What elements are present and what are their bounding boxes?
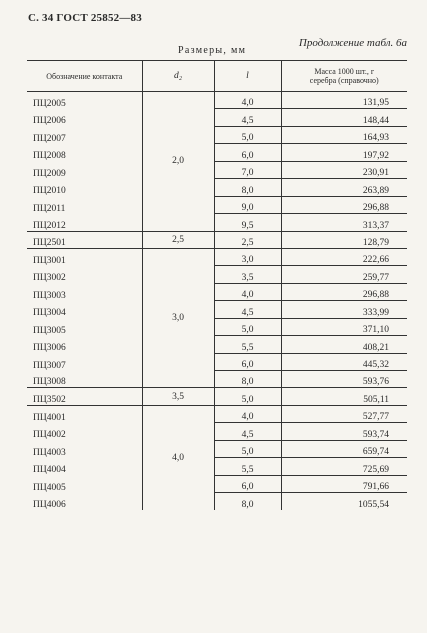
length-value: 6,0: [214, 353, 281, 370]
contact-designation: ПЦ3007: [27, 353, 142, 370]
mass-value: 148,44: [281, 109, 407, 126]
table-header-row: [27, 61, 407, 92]
length-value: 5,0: [214, 126, 281, 143]
page-number: С. 34: [28, 12, 54, 24]
dimensions-label: Размеры, мм: [178, 45, 247, 56]
contact-designation: ПЦ2006: [27, 109, 142, 126]
table-row: [27, 283, 407, 300]
table-row: [27, 161, 407, 178]
contact-designation: ПЦ2501: [27, 231, 142, 248]
contact-designation: ПЦ4001: [27, 405, 142, 422]
table-row: [27, 144, 407, 161]
length-value: 4,0: [214, 92, 281, 109]
mass-value: 725,69: [281, 458, 407, 475]
table-row: [27, 318, 407, 335]
table-row: [27, 388, 407, 405]
length-value: 5,0: [214, 440, 281, 457]
mass-value: 313,37: [281, 214, 407, 231]
standard-number: ГОСТ 25852—83: [56, 12, 142, 24]
contact-designation: ПЦ3003: [27, 283, 142, 300]
contact-designation: ПЦ3002: [27, 266, 142, 283]
table-row: [27, 493, 407, 510]
contact-designation: ПЦ3502: [27, 388, 142, 405]
contact-designation: ПЦ3006: [27, 336, 142, 353]
table-row: [27, 109, 407, 126]
mass-value: 230,91: [281, 161, 407, 178]
table-row: [27, 214, 407, 231]
table-row: [27, 231, 407, 248]
mass-value: 296,88: [281, 196, 407, 213]
length-value: 4,5: [214, 301, 281, 318]
header-d2: d₂: [142, 61, 214, 92]
table-row: [27, 336, 407, 353]
d2-value: 4,0: [142, 405, 214, 509]
contact-designation: ПЦ2011: [27, 196, 142, 213]
header-mass-line2: серебра (справочно): [309, 76, 379, 85]
mass-value: 164,93: [281, 126, 407, 143]
length-value: 6,0: [214, 475, 281, 492]
contact-designation: ПЦ3008: [27, 371, 142, 388]
length-value: 3,5: [214, 266, 281, 283]
length-value: 4,0: [214, 283, 281, 300]
mass-value: 1055,54: [358, 499, 389, 510]
d2-value: 2,5: [142, 231, 214, 248]
mass-value: 296,88: [281, 283, 407, 300]
contact-designation: ПЦ2009: [27, 161, 142, 178]
length-value: 4,0: [214, 405, 281, 422]
mass-value: 408,21: [281, 336, 407, 353]
contact-designation: ПЦ2010: [27, 179, 142, 196]
length-value: 9,5: [214, 214, 281, 231]
length-value: 4,5: [214, 109, 281, 126]
mass-value: 131,95: [281, 92, 407, 109]
table-row: [27, 423, 407, 440]
table-row: [27, 405, 407, 422]
d2-value: 2,0: [142, 92, 214, 232]
mass-value: 527,77: [281, 405, 407, 422]
length-value: 5,0: [214, 388, 281, 405]
page-header: [28, 12, 142, 24]
length-value: 5,5: [214, 336, 281, 353]
table-row: [27, 92, 407, 109]
mass-value: 333,99: [281, 301, 407, 318]
table-body: [27, 92, 407, 510]
contact-designation: ПЦ3001: [27, 248, 142, 265]
contact-designation: ПЦ4005: [27, 475, 142, 492]
length-value: 5,0: [214, 318, 281, 335]
mass-value: 505,11: [281, 388, 407, 405]
mass-value: 259,77: [281, 266, 407, 283]
d2-value: 3,5: [142, 388, 214, 405]
length-value: 8,0: [214, 371, 281, 388]
mass-value: 791,66: [281, 475, 407, 492]
table-row: [27, 179, 407, 196]
table-row: [27, 440, 407, 457]
contact-designation: ПЦ2005: [27, 92, 142, 109]
length-value: 8,0: [214, 493, 281, 510]
mass-value: 222,66: [281, 248, 407, 265]
length-value: 5,5: [214, 458, 281, 475]
length-value: 4,5: [214, 423, 281, 440]
table-row: [27, 266, 407, 283]
table-row: [27, 126, 407, 143]
header-designation: Обозначение контакта: [27, 61, 142, 92]
length-value: 9,0: [214, 196, 281, 213]
table-row: [27, 248, 407, 265]
length-value: 2,5: [214, 231, 281, 248]
d2-value: 3,0: [142, 248, 214, 388]
table-row: [27, 371, 407, 388]
mass-value: 263,89: [281, 179, 407, 196]
length-value: 6,0: [214, 144, 281, 161]
table-continuation-note: Продолжение табл. 6а: [298, 37, 407, 49]
mass-value: 128,79: [281, 231, 407, 248]
contact-designation: ПЦ3004: [27, 301, 142, 318]
table-row: [27, 301, 407, 318]
mass-value: 445,32: [281, 353, 407, 370]
table-row: [27, 196, 407, 213]
mass-value: 659,74: [281, 440, 407, 457]
contact-designation: ПЦ4004: [27, 458, 142, 475]
mass-value: 371,10: [281, 318, 407, 335]
length-value: 3,0: [214, 248, 281, 265]
table-row: [27, 353, 407, 370]
header-mass: [281, 61, 407, 92]
header-mass-line1: Масса 1000 шт., г: [314, 67, 375, 76]
table-row: [27, 475, 407, 492]
contacts-table: [27, 60, 407, 510]
contact-designation: ПЦ4003: [27, 440, 142, 457]
contact-designation: ПЦ2012: [27, 214, 142, 231]
length-value: 8,0: [214, 179, 281, 196]
contact-designation: ПЦ2008: [27, 144, 142, 161]
contact-designation: ПЦ3005: [27, 318, 142, 335]
mass-value: 593,76: [281, 371, 407, 388]
mass-value: 593,74: [281, 423, 407, 440]
contact-designation: ПЦ4006: [27, 493, 142, 510]
table-row: [27, 458, 407, 475]
mass-value: 197,92: [281, 144, 407, 161]
length-value: 7,0: [214, 161, 281, 178]
contact-designation: ПЦ4002: [27, 423, 142, 440]
header-l: l: [214, 61, 281, 92]
contact-designation: ПЦ2007: [27, 126, 142, 143]
